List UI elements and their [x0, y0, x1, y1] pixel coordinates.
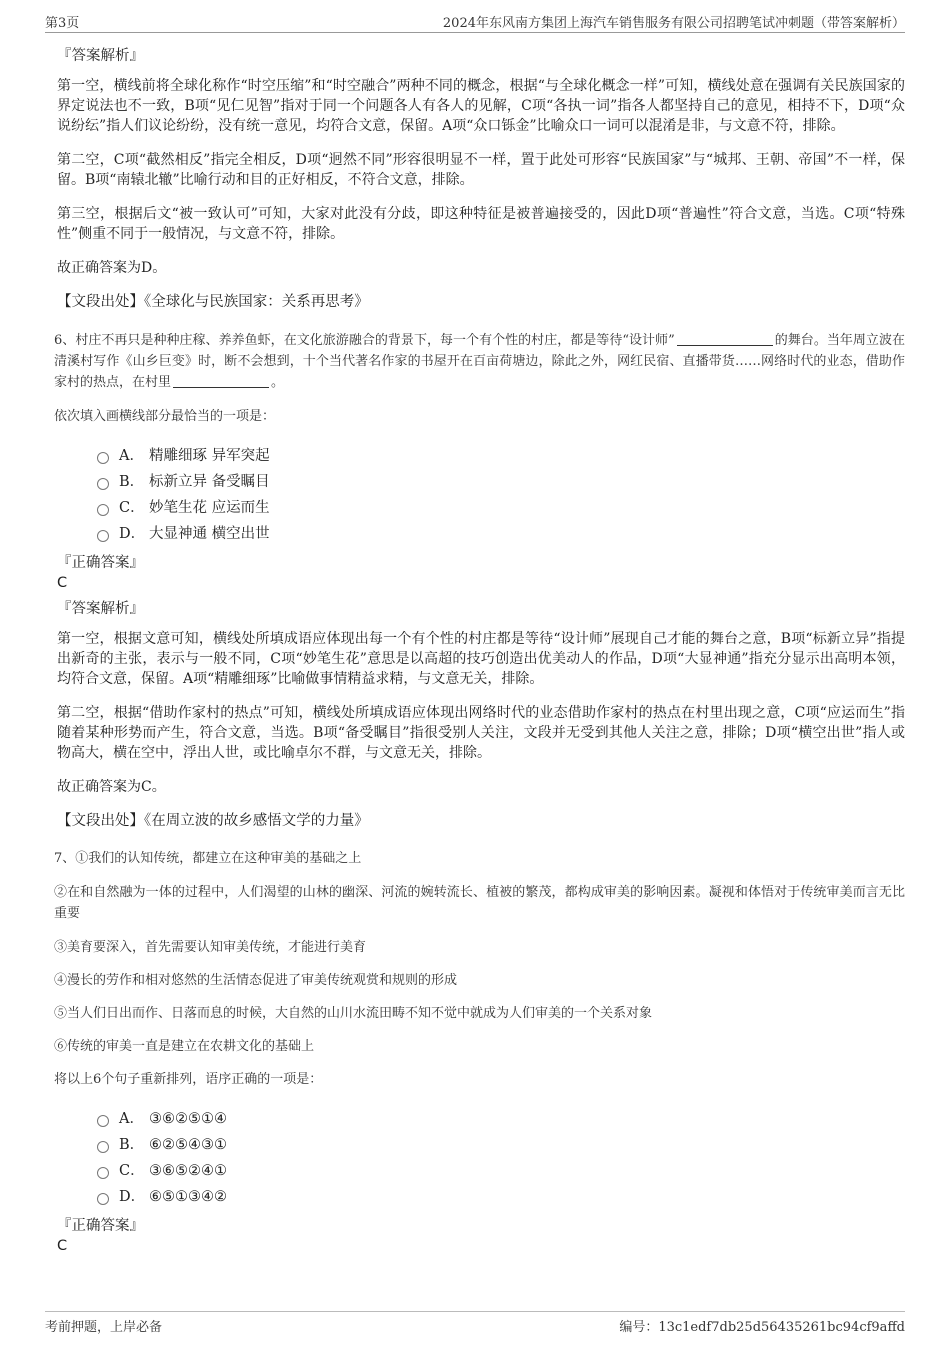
q7-answer: C	[57, 1238, 68, 1254]
q6-stem	[54, 330, 905, 393]
option-letter: C．	[119, 1163, 145, 1179]
q7-option-b[interactable]	[97, 1132, 905, 1158]
option-text: 标新立异 备受瞩目	[149, 474, 270, 490]
q6-prompt: 依次填入画横线部分最恰当的一项是：	[54, 409, 276, 424]
page-footer	[45, 1311, 905, 1337]
q7-option-c[interactable]	[97, 1158, 905, 1184]
option-text: 精雕细琢 异军突起	[149, 448, 270, 464]
option-letter: D．	[119, 526, 146, 542]
q5-analysis-para-1: 第一空，横线前将全球化称作“时空压缩”和“时空融合”两种不同的概念，根据“与全球化概念一样”可知，横线处意在强调有关民族国家的界定说法也不一致，B项“见仁见智”指对于同一个问题各人有各人的见解，C项“各执一词”指各人都坚持自己的意见，相持不下，D项“众说纷纭”指人们议论纷纷，没有统一意见，均符合文意，保留。A项“众口铄金”比喻众口一词可以混淆是非，与文意不符，排除。	[57, 78, 905, 134]
option-text: 大显神通 横空出世	[149, 526, 270, 542]
q7-line-3: ③美育要深入，首先需要认知审美传统，才能进行美育	[54, 940, 367, 955]
q7-line-2: ②在和自然融为一体的过程中，人们渴望的山林的幽深、河流的婉转流长、植被的繁茂，都构成审美的影响因素。凝视和体悟对于传统审美而言无比重要	[54, 885, 905, 921]
radio-icon[interactable]	[97, 452, 109, 464]
option-letter: C．	[119, 500, 145, 516]
option-text: ⑥⑤①③④②	[149, 1189, 227, 1205]
document-id: 编号：13c1edf7db25d56435261bc94cf9affd	[619, 1320, 905, 1335]
q6-blank-1	[677, 332, 773, 346]
q7-line-6: ⑥传统的审美一直是建立在农耕文化的基础上	[54, 1039, 315, 1054]
page-content	[54, 46, 905, 1262]
q7-options	[97, 1106, 905, 1210]
page-header	[45, 12, 905, 33]
q6-option-d[interactable]	[97, 521, 905, 547]
q7-option-a[interactable]	[97, 1106, 905, 1132]
q5-analysis-para-2: 第二空，C项“截然相反”指完全相反，D项“迥然不同”形容很明显不一样，置于此处可形容“民族国家”与“城邦、王朝、帝国”不一样，保留。B项“南辕北辙”比喻行动和目的正好相反，不符合文意，排除。	[57, 152, 905, 188]
q5-analysis-para-3: 第三空，根据后文“被一致认可”可知，大家对此没有分歧，即这种特征是被普遍接受的，因此D项“普遍性”符合文意，当选。C项“特殊性”侧重不同于一般情况，与文意不符，排除。	[57, 206, 905, 242]
radio-icon[interactable]	[97, 530, 109, 542]
radio-icon[interactable]	[97, 1115, 109, 1127]
q6-answer-label: 『正确答案』	[57, 555, 144, 571]
q6-conclusion: 故正确答案为C。	[57, 779, 166, 795]
option-text: ⑥②⑤④③①	[149, 1137, 227, 1153]
radio-icon[interactable]	[97, 504, 109, 516]
q7-option-d[interactable]	[97, 1184, 905, 1210]
q6-options	[97, 443, 905, 547]
q7-line-1: 7、①我们的认知传统，都建立在这种审美的基础之上	[54, 851, 362, 866]
q7-answer-label: 『正确答案』	[57, 1218, 144, 1234]
q5-source: 【文段出处】《全球化与民族国家：关系再思考》	[57, 294, 369, 310]
radio-icon[interactable]	[97, 1141, 109, 1153]
option-letter: A．	[119, 448, 144, 464]
q6-source: 【文段出处】《在周立波的故乡感悟文学的力量》	[57, 813, 369, 829]
radio-icon[interactable]	[97, 478, 109, 490]
option-text: ③⑥⑤②④①	[149, 1163, 227, 1179]
q6-answer: C	[57, 575, 68, 591]
q6-analysis-label: 『答案解析』	[57, 601, 144, 617]
q6-blank-2	[173, 374, 269, 388]
radio-icon[interactable]	[97, 1193, 109, 1205]
q5-analysis-label: 『答案解析』	[57, 48, 144, 64]
radio-icon[interactable]	[97, 1167, 109, 1179]
q7-prompt: 将以上6个句子重新排列，语序正确的一项是：	[54, 1072, 323, 1087]
q6-option-a[interactable]	[97, 443, 905, 469]
q6-analysis-para-2: 第二空，根据“借助作家村的热点”可知，横线处所填成语应体现出网络时代的业态借助作家村的热点在村里出现之意，C项“应运而生”指随着某种形势而产生，符合文意，当选。B项“备受瞩目”指很受别人关注，文段并无受到其他人关注之意，排除；D项“横空出世”指人或物高大，横在空中，浮出人世，或比喻卓尔不群，与文意无关，排除。	[57, 705, 905, 761]
q7-line-4: ④漫长的劳作和相对悠然的生活情态促进了审美传统观赏和规则的形成	[54, 973, 458, 988]
q7-line-5: ⑤当人们日出而作、日落而息的时候，大自然的山川水流田畴不知不觉中就成为人们审美的一个关系对象	[54, 1006, 653, 1021]
q6-stem-part-1: 6、村庄不再只是种种庄稼、养养鱼虾，在文化旅游融合的背景下，每一个有个性的村庄，都是等待“设计师”	[54, 333, 675, 348]
option-text: 妙笔生花 应运而生	[149, 500, 270, 516]
option-text: ③⑥②⑤①④	[149, 1111, 227, 1127]
q6-option-c[interactable]	[97, 495, 905, 521]
q6-analysis-para-1: 第一空，根据文意可知，横线处所填成语应体现出每一个有个性的村庄都是等待“设计师”展现自己才能的舞台之意，B项“标新立异”指提出新奇的主张，表示与一般不同，C项“妙笔生花”意思是以高超的技巧创造出优美动人的作品，D项“大显神通”指充分显示出高明本领，均符合文意，保留。A项“精雕细琢”比喻做事情精益求精，与文意无关，排除。	[57, 631, 905, 687]
q5-conclusion: 故正确答案为D。	[57, 260, 167, 276]
q6-stem-part-2: 的舞台。当年周立波在清溪村写作《山乡巨变》时，断不会想到，十个当代著名作家的书屋开在百亩荷塘边，除此之外，网红民宿、直播带货……网络时代的业态，借助作家村的热点，在村里	[54, 333, 905, 390]
option-letter: D．	[119, 1189, 146, 1205]
option-letter: A．	[119, 1111, 144, 1127]
page-number: 第3页	[45, 16, 80, 31]
option-letter: B．	[119, 1137, 145, 1153]
document-title: 2024年东风南方集团上海汽车销售服务有限公司招聘笔试冲刺题（带答案解析）	[442, 16, 905, 31]
footer-slogan: 考前押题，上岸必备	[45, 1320, 163, 1335]
q6-stem-part-3: 。	[271, 375, 285, 390]
option-letter: B．	[119, 474, 145, 490]
q6-option-b[interactable]	[97, 469, 905, 495]
